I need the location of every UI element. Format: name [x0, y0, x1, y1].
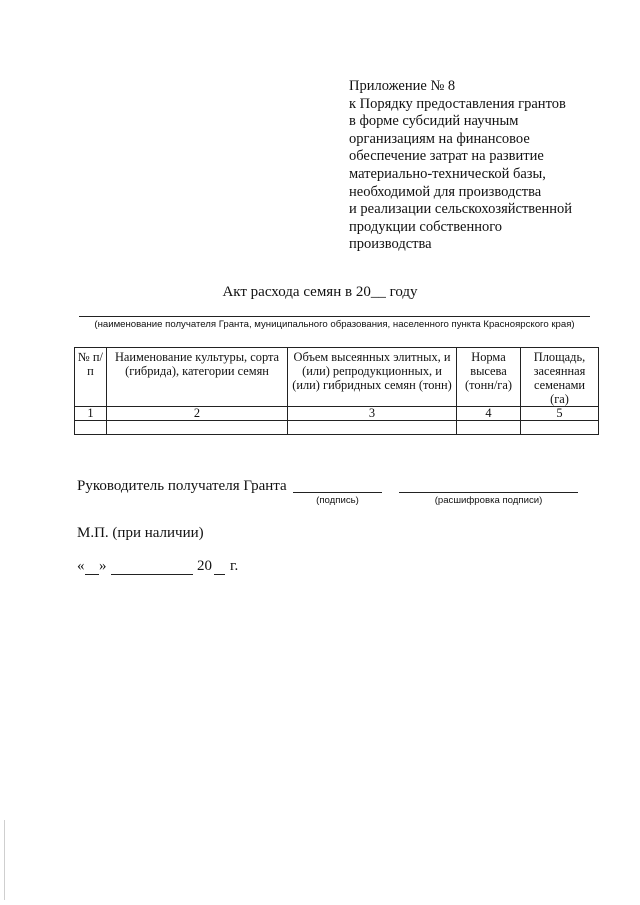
column-number-cell: 4 [457, 407, 521, 421]
recipient-name-line [79, 316, 590, 317]
appendix-line: необходимой для производства [349, 183, 542, 200]
date-day-line [85, 574, 99, 575]
empty-cell [288, 421, 457, 435]
appendix-block [349, 78, 609, 254]
date-open-quote: « [77, 558, 85, 574]
table-header-row [75, 348, 599, 407]
appendix-line: к Порядку предоставления грантов [349, 95, 566, 112]
header-cell-number: № п/п [75, 348, 107, 407]
date-year-line [214, 574, 225, 575]
header-cell-crop: Наименование культуры, сорта (гибрида), категории семян [107, 348, 288, 407]
column-number-cell: 3 [288, 407, 457, 421]
header-cell-rate: Норма высева (тонн/га) [457, 348, 521, 407]
manager-label: Руководитель получателя Гранта [77, 478, 287, 494]
appendix-line: продукции собственного [349, 218, 503, 235]
appendix-line: производства [349, 236, 432, 253]
column-number-cell: 1 [75, 407, 107, 421]
table-row-column-numbers [75, 407, 599, 421]
scan-margin-line [4, 820, 5, 900]
recipient-caption: (наименование получателя Гранта, муниципального образования, населенного пункта Красноярского края) [94, 319, 575, 330]
empty-cell [107, 421, 288, 435]
appendix-line: обеспечение затрат на развитие [349, 148, 544, 165]
signature-caption: (подпись) [316, 495, 359, 506]
empty-cell [75, 421, 107, 435]
date-year-prefix: 20 [197, 558, 212, 574]
act-title: Акт расхода семян в 20__ году [222, 284, 418, 300]
stamp-label: М.П. (при наличии) [77, 525, 204, 541]
signature-decryption-caption: (расшифровка подписи) [434, 495, 543, 506]
signature-decryption-line [399, 492, 578, 493]
date-close-quote: » [99, 558, 107, 574]
appendix-line: и реализации сельскохозяйственной [349, 201, 573, 218]
seed-consumption-table [74, 347, 599, 435]
header-cell-volume: Объем высеянных элитных, и (или) репродукционных, и (или) гибридных семян (тонн) [288, 348, 457, 407]
date-year-suffix: г. [230, 558, 239, 574]
appendix-line: материально-технической базы, [349, 165, 546, 182]
table-row-empty [75, 421, 599, 435]
date-month-line [111, 574, 193, 575]
column-number-cell: 5 [521, 407, 599, 421]
empty-cell [521, 421, 599, 435]
date-row [77, 558, 277, 578]
empty-cell [457, 421, 521, 435]
appendix-line: Приложение № 8 [349, 78, 456, 94]
appendix-line: в форме субсидий научным [349, 113, 519, 130]
column-number-cell: 2 [107, 407, 288, 421]
signature-line [293, 492, 382, 493]
header-cell-area: Площадь, засеянная семенами (га) [521, 348, 599, 407]
appendix-line: организациям на финансовое [349, 130, 530, 147]
